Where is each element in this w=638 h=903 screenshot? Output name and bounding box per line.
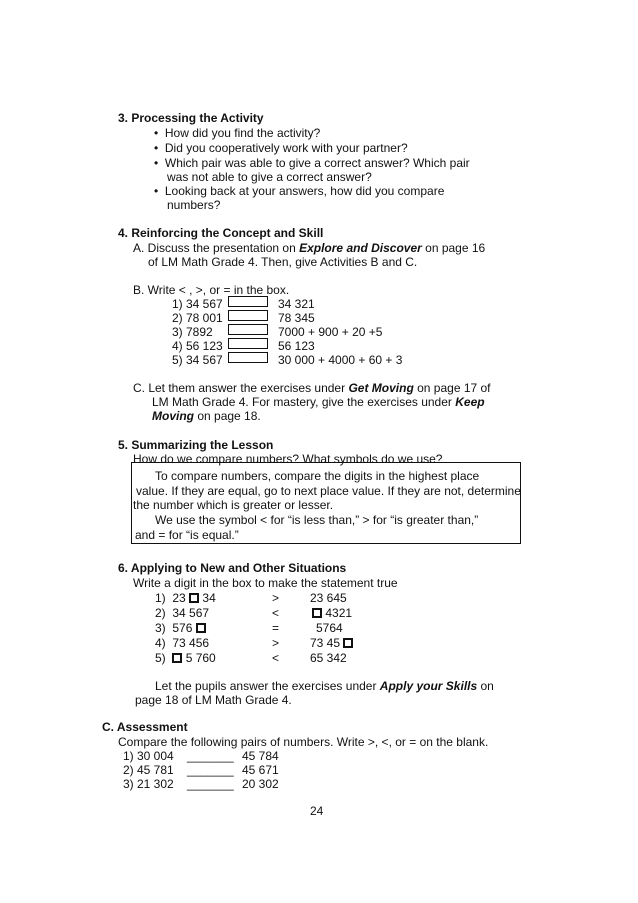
fill-item-right: 23 645 <box>310 591 347 605</box>
item-c-line1 <box>133 381 491 395</box>
item-c-post: on page 17 of <box>413 381 491 395</box>
assessment-left: 3) 21 302 <box>123 777 174 791</box>
fill-item-sign: < <box>272 651 280 665</box>
answer-box[interactable] <box>228 324 268 335</box>
assessment-right: 45 671 <box>242 763 279 777</box>
compare-right: 30 000 + 4000 + 60 + 3 <box>278 353 403 367</box>
digits: 34 567 <box>172 606 210 620</box>
note-em: Apply your Skills <box>379 679 478 693</box>
fill-item-sign: > <box>272 636 280 650</box>
compare-left: 5) 34 567 <box>172 353 223 367</box>
fill-item-left <box>155 651 216 665</box>
item-number: 5) <box>155 651 166 665</box>
item-a-post: on page 16 <box>421 241 486 255</box>
fill-item-sign: < <box>272 606 280 620</box>
page-number: 24 <box>310 804 324 818</box>
digit-box[interactable] <box>312 608 322 618</box>
item-c-line2 <box>152 395 485 409</box>
fill-item-left <box>155 591 216 605</box>
bullet-4: • Looking back at your answers, how did you compare <box>154 184 445 198</box>
compare-right: 34 321 <box>278 297 315 311</box>
compare-left: 3) 7892 <box>172 325 213 339</box>
answer-blank[interactable]: _______ <box>187 749 234 763</box>
answer-box[interactable] <box>228 296 268 307</box>
digits: 576 <box>172 621 193 635</box>
compare-right: 78 345 <box>278 311 315 325</box>
bullet-1: • How did you find the activity? <box>154 126 321 140</box>
item-number: 4) <box>155 636 166 650</box>
fill-item-left <box>155 621 206 635</box>
item-c2-pre: LM Math Grade 4. For mastery, give the exercises under <box>152 395 456 409</box>
digit-box[interactable] <box>343 638 353 648</box>
item-c-line3 <box>152 409 261 423</box>
fill-item-right: 5764 <box>316 621 343 635</box>
item-c3-em: Moving <box>152 409 194 423</box>
digits: 73 456 <box>172 636 210 650</box>
summary-line: the number which is greater or lesser. <box>133 498 334 512</box>
summary-question: How do we compare numbers? What symbols do we use? <box>133 452 443 466</box>
compare-left: 2) 78 001 <box>172 311 223 325</box>
compare-right: 7000 + 900 + 20 +5 <box>278 325 383 339</box>
summary-line: We use the symbol < for “is less than,” > for “is greater than,” <box>155 513 479 527</box>
fill-item-right: 65 342 <box>310 651 347 665</box>
fill-item-left <box>155 636 209 650</box>
digit-box[interactable] <box>196 623 206 633</box>
bullet-3-text: Which pair was able to give a correct answer? Which pair <box>164 156 470 170</box>
assessment-left: 2) 45 781 <box>123 763 174 777</box>
fill-item-left <box>155 606 209 620</box>
bullet-3-cont: was not able to give a correct answer? <box>167 170 372 184</box>
section-3-heading: 3. Processing the Activity <box>118 111 264 125</box>
bullet-2: • Did you cooperatively work with your partner? <box>154 141 408 155</box>
note-line2: page 18 of LM Math Grade 4. <box>135 693 292 707</box>
bullet-4-cont: numbers? <box>167 198 221 212</box>
assessment-right: 45 784 <box>242 749 279 763</box>
item-number: 2) <box>155 606 166 620</box>
digits: 5 760 <box>185 651 216 665</box>
item-c-pre: C. Let them answer the exercises under <box>133 381 349 395</box>
fill-item-sign: = <box>272 621 280 635</box>
summary-line: value. If they are equal, go to next place value. If they are not, determine <box>136 484 521 498</box>
answer-box[interactable] <box>228 310 268 321</box>
item-number: 1) <box>155 591 166 605</box>
assessment-left: 1) 30 004 <box>123 749 174 763</box>
item-a-em: Explore and Discover <box>299 241 422 255</box>
assessment-heading: C. Assessment <box>102 720 188 734</box>
section-6-heading: 6. Applying to New and Other Situations <box>118 561 347 575</box>
digit-box[interactable] <box>172 653 182 663</box>
fill-item-right <box>310 636 353 650</box>
compare-right: 56 123 <box>278 339 315 353</box>
answer-box[interactable] <box>228 352 268 363</box>
digits: 73 45 <box>310 636 341 650</box>
assessment-intro: Compare the following pairs of numbers. Write >, <, or = on the blank. <box>118 735 489 749</box>
section-5-heading: 5. Summarizing the Lesson <box>118 438 274 452</box>
item-a-line2: of LM Math Grade 4. Then, give Activities B and C. <box>148 255 418 269</box>
summary-line: and = for “is equal.” <box>135 528 239 542</box>
item-c-em: Get Moving <box>348 381 414 395</box>
summary-line: To compare numbers, compare the digits in the highest place <box>155 469 480 483</box>
item-number: 3) <box>155 621 166 635</box>
bullet-3: • Which pair was able to give a correct answer? Which pair <box>154 156 470 170</box>
item-b-intro: B. Write < , >, or = in the box. <box>133 283 290 297</box>
answer-blank[interactable]: _______ <box>187 763 234 777</box>
item-a-line1 <box>133 241 485 255</box>
digit-box[interactable] <box>189 593 199 603</box>
item-c3-post: on page 18. <box>194 409 261 423</box>
bullet-4-text: Looking back at your answers, how did you compare <box>164 184 445 198</box>
compare-left: 1) 34 567 <box>172 297 223 311</box>
digits-a: 23 <box>172 591 186 605</box>
bullet-1-text: How did you find the activity? <box>164 126 321 140</box>
note-post: on <box>477 679 494 693</box>
bullet-2-text: Did you cooperatively work with your partner? <box>164 141 408 155</box>
digits: 4321 <box>325 606 353 620</box>
item-c2-em: Keep <box>455 395 485 409</box>
compare-left: 4) 56 123 <box>172 339 223 353</box>
section-6-intro: Write a digit in the box to make the statement true <box>133 576 398 590</box>
section-4-heading: 4. Reinforcing the Concept and Skill <box>118 226 324 240</box>
digits-b: 34 <box>202 591 216 605</box>
item-a-pre: A. Discuss the presentation on <box>133 241 300 255</box>
fill-item-sign: > <box>272 591 280 605</box>
note-line1 <box>155 679 494 693</box>
answer-blank[interactable]: _______ <box>187 777 234 791</box>
fill-item-right <box>312 606 352 620</box>
assessment-right: 20 302 <box>242 777 279 791</box>
note-pre: Let the pupils answer the exercises under <box>155 679 380 693</box>
answer-box[interactable] <box>228 338 268 349</box>
